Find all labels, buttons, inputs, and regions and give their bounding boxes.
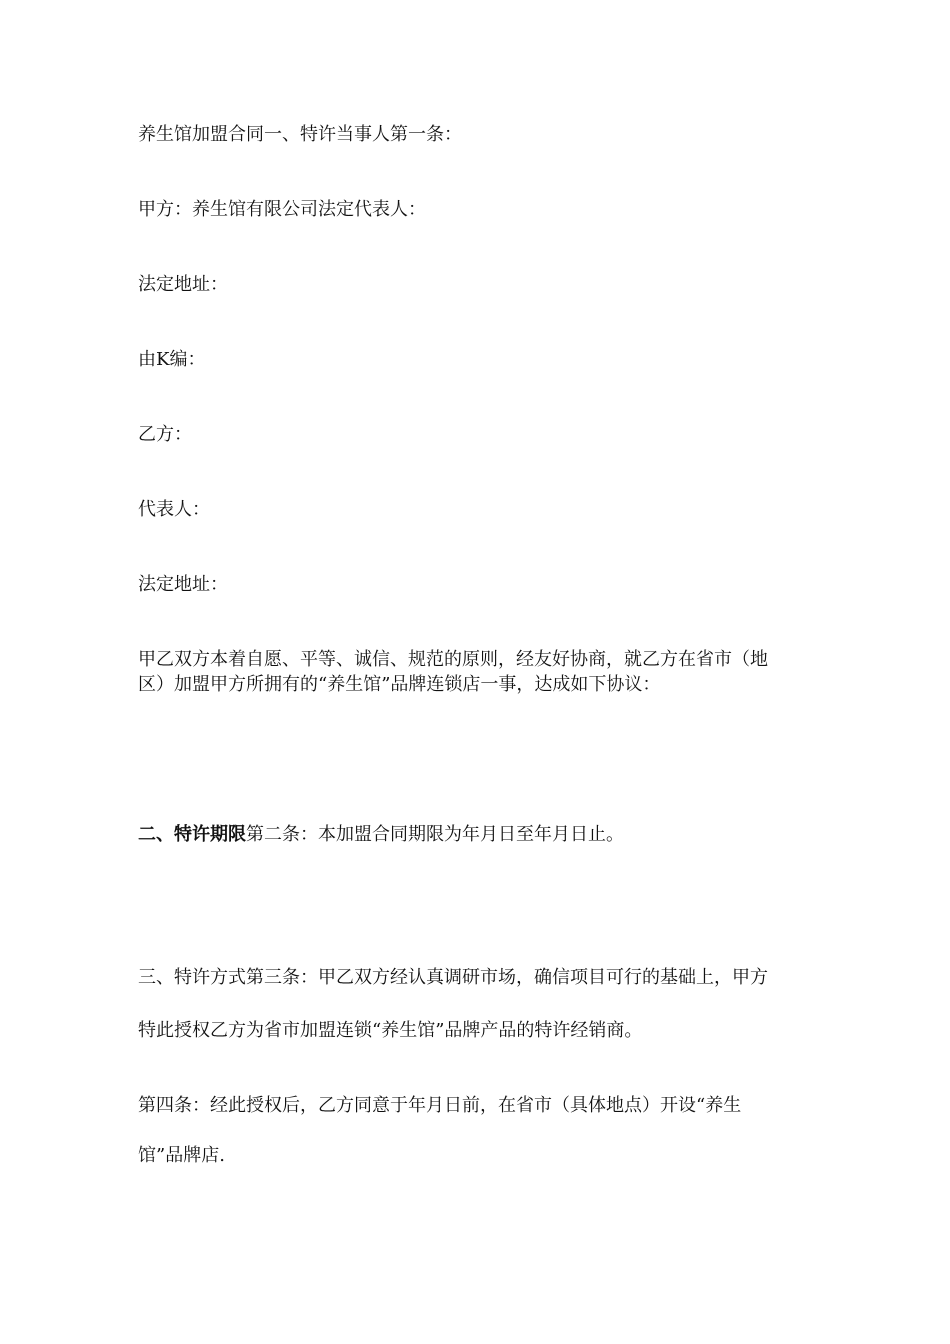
- party-a-line: 甲方：养生馆有限公司法定代表人：: [138, 199, 426, 220]
- article-3-line-2: 特此授权乙方为省市加盟连锁“养生馆”品牌产品的特许经销商。: [138, 1020, 643, 1041]
- article-4-line-2: 馆”品牌店.: [138, 1145, 225, 1166]
- postcode-line: 由K编：: [138, 349, 206, 370]
- article-4-line-1: 第四条：经此授权后，乙方同意于年月日前，在省市（具体地点）开设“养生: [138, 1095, 742, 1116]
- preamble-line-2: 区）加盟甲方所拥有的“养生馆”品牌连锁店一事，达成如下协议：: [138, 674, 661, 695]
- article-2-text: 第二条：本加盟合同期限为年月日至年月日止。: [246, 824, 624, 845]
- preamble-line-1: 甲乙双方本着自愿、平等、诚信、规范的原则，经友好协商，就乙方在省市（地: [138, 649, 768, 670]
- term-line: [138, 823, 624, 847]
- section-heading-term: 二、特许期限: [138, 824, 246, 845]
- party-b-line: 乙方：: [138, 424, 192, 445]
- contract-title-line: 养生馆加盟合同一、特许当事人第一条：: [138, 124, 462, 145]
- article-3-line-1: 三、特许方式第三条：甲乙双方经认真调研市场，确信项目可行的基础上，甲方: [138, 967, 768, 988]
- legal-address-line: 法定地址：: [138, 274, 228, 295]
- legal-address-line-b: 法定地址：: [138, 574, 228, 595]
- representative-line: 代表人：: [138, 499, 210, 520]
